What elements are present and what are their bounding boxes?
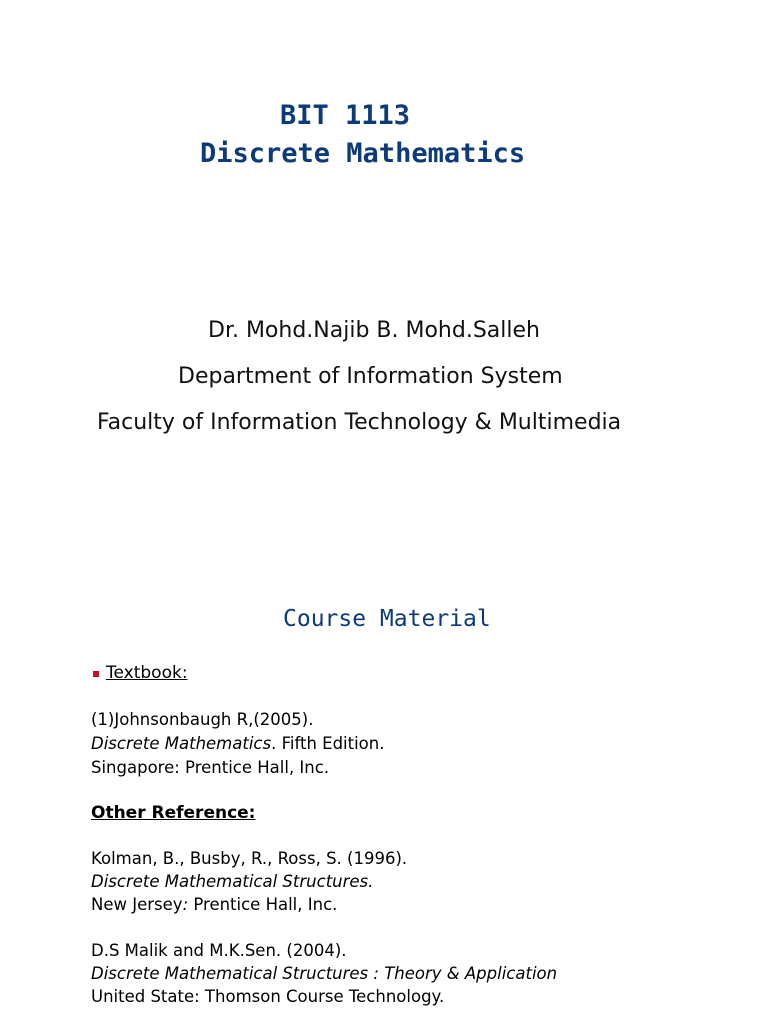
reference-1-publisher-rest: Prentice Hall, Inc.	[188, 895, 338, 914]
faculty-name: Faculty of Information Technology & Multimedia	[97, 410, 622, 435]
textbook-edition: . Fifth Edition.	[271, 734, 385, 753]
course-title: Discrete Mathematics	[200, 138, 526, 169]
textbook-title: Discrete Mathematics	[91, 734, 272, 753]
textbook-publisher: Singapore: Prentice Hall, Inc.	[91, 758, 330, 777]
reference-1-publisher-sep: :	[182, 895, 189, 914]
lecturer-name: Dr. Mohd.Najib B. Mohd.Salleh	[208, 318, 540, 343]
reference-1-title: Discrete Mathematical Structures.	[91, 872, 374, 891]
reference-2-authors: D.S Malik and M.K.Sen. (2004).	[91, 941, 347, 960]
section-heading-course-material: Course Material	[283, 606, 491, 632]
reference-1-publisher-prefix: New Jersey	[91, 895, 183, 914]
textbook-label-text: Textbook:	[106, 663, 188, 683]
reference-2-publisher: United State: Thomson Course Technology.	[91, 987, 445, 1006]
department-name: Department of Information System	[178, 364, 563, 389]
reference-1-authors: Kolman, B., Busby, R., Ross, S. (1996).	[91, 849, 408, 868]
textbook-author-line: (1)Johnsonbaugh R,(2005).	[91, 710, 314, 729]
reference-1-publisher	[91, 897, 337, 914]
other-reference-label: Other Reference:	[91, 803, 256, 823]
bullet-icon	[93, 671, 99, 677]
textbook-label	[100, 663, 188, 683]
reference-2-title: Discrete Mathematical Structures : Theory & Application	[91, 964, 558, 983]
course-code: BIT 1113	[280, 100, 411, 131]
textbook-title-line	[91, 736, 384, 753]
